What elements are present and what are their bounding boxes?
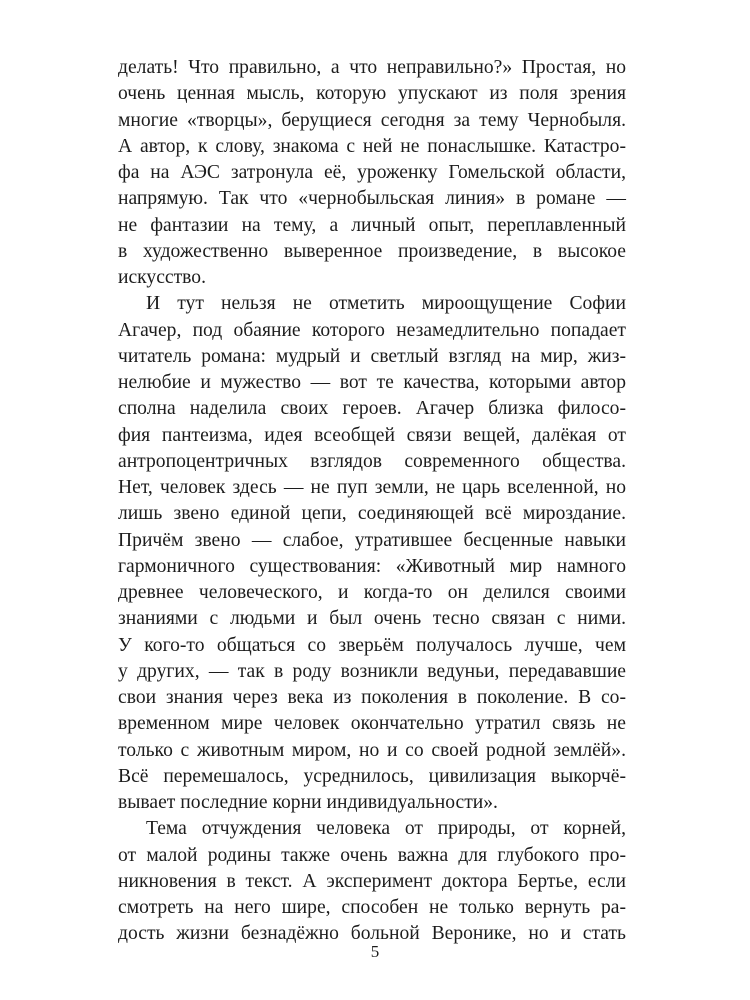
text-line: очень ценная мысль, которую упускают из поля зрения [118, 83, 626, 105]
body-text [118, 55, 626, 948]
page-number: 5 [370, 942, 380, 961]
text-line: смотреть на него шире, способен не только вернуть ра- [118, 897, 626, 918]
text-line: Нет, человек здесь — не пуп земли, не царь вселенной, но [118, 477, 626, 498]
text-line: искусство. [118, 267, 206, 288]
text-line: дость жизни безнадёжно больной Веронике, но и стать [118, 923, 626, 945]
text-line: читатель романа: мудрый и светлый взгляд на мир, жиз- [118, 345, 626, 367]
text-line: Причём звено — слабое, утратившее бесценные навыки [118, 529, 626, 551]
paragraph-3 [118, 816, 626, 947]
text-line: нелюбие и мужество — вот те качества, которыми автор [118, 372, 626, 393]
text-line: от малой родины также очень важна для глубокого про- [118, 844, 626, 866]
text-line: фия пантеизма, идея всеобщей связи вещей, далёкая от [118, 424, 626, 446]
text-line: А автор, к слову, знакома с ней не понаслышке. Катастро- [118, 135, 626, 157]
text-line: свои знания через века из поколения в поколение. В со- [118, 687, 626, 708]
text-line: вывает последние корни индивидуальности». [118, 792, 498, 813]
text-line: Агачер, под обаяние которого незамедлительно попадает [118, 319, 626, 341]
text-line: гармоничного существования: «Животный мир намного [118, 555, 626, 577]
text-line: знаниями с людьми и был очень тесно связан с ними. [118, 608, 626, 630]
text-line: Тема отчуждения человека от природы, от корней, [146, 818, 626, 840]
text-line: напрямую. Так что «чернобыльская линия» в романе — [118, 188, 626, 210]
paragraph-2 [118, 291, 626, 816]
text-line: Всё перемешалось, усреднилось, цивилизация выкорчё- [118, 765, 626, 787]
text-line: многие «творцы», берущиеся сегодня за тему Чернобыля. [118, 109, 626, 131]
text-line: древнее человеческого, и когда-то он делился своими [118, 582, 626, 603]
text-line: фа на АЭС затронула её, уроженку Гомельской области, [118, 162, 626, 183]
text-line: только с животным миром, но и со своей родной землёй». [118, 739, 626, 761]
text-line: у других, — так в роду возникли ведуньи, передававшие [118, 660, 626, 682]
text-line: лишь звено единой цепи, соединяющей всё мироздание. [118, 503, 626, 525]
text-line: сполна наделила своих героев. Агачер близка филосо- [118, 398, 626, 420]
text-line: И тут нельзя не отметить мироощущение Софии [146, 293, 626, 315]
text-line: не фантазии на тему, а личный опыт, переплавленный [118, 214, 626, 236]
text-line: У кого-то общаться со зверьём получалось лучше, чем [118, 634, 626, 656]
text-line: временном мире человек окончательно утратил связь не [118, 713, 626, 735]
paragraph-1 [118, 55, 626, 291]
text-line: никновения в текст. А эксперимент доктора Бертье, если [118, 870, 626, 892]
text-line: антропоцентричных взглядов современного общества. [118, 450, 626, 472]
text-line: в художественно выверенное произведение, в высокое [118, 240, 626, 262]
text-line: делать! Что правильно, а что неправильно?» Простая, но [118, 57, 626, 78]
